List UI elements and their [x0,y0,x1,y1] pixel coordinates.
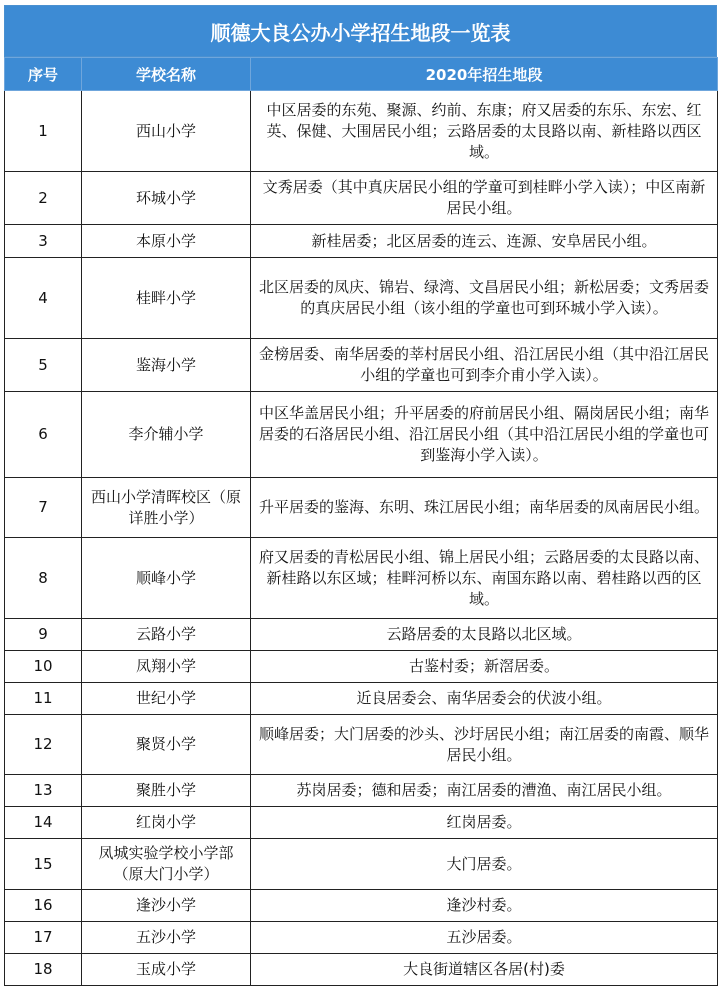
school-name: 世纪小学 [82,683,251,715]
header-no: 序号 [5,58,82,91]
table-row [5,922,718,954]
table-row [5,683,718,715]
row-number: 18 [5,954,82,986]
row-number: 14 [5,807,82,839]
row-number: 8 [5,538,82,619]
school-name: 凤城实验学校小学部（原大门小学） [82,839,251,890]
header-school: 学校名称 [82,58,251,91]
row-number: 11 [5,683,82,715]
row-number: 15 [5,839,82,890]
admission-table-sheet [4,5,717,986]
table-body [5,91,718,986]
admission-area: 五沙居委。 [251,922,718,954]
admission-area: 逢沙村委。 [251,890,718,922]
admission-area: 近良居委会、南华居委会的伏波小组。 [251,683,718,715]
table-row [5,538,718,619]
school-name: 云路小学 [82,619,251,651]
school-name: 西山小学清晖校区（原详胜小学） [82,478,251,538]
table-row [5,172,718,225]
admission-area: 古鉴村委；新滘居委。 [251,651,718,683]
row-number: 12 [5,715,82,775]
row-number: 16 [5,890,82,922]
row-number: 9 [5,619,82,651]
school-name: 顺峰小学 [82,538,251,619]
school-name: 环城小学 [82,172,251,225]
admission-area: 大良街道辖区各居(村)委 [251,954,718,986]
admission-area: 大门居委。 [251,839,718,890]
school-name: 红岗小学 [82,807,251,839]
school-name: 本原小学 [82,225,251,258]
table-row [5,225,718,258]
row-number: 1 [5,91,82,172]
admission-area: 苏岗居委；德和居委；南江居委的漕渔、南江居民小组。 [251,775,718,807]
admission-area: 中区华盖居民小组；升平居委的府前居民小组、隔岗居民小组；南华居委的石洛居民小组、沿江居民小组（其中沿江居民小组的学童也可到鉴海小学入读）。 [251,392,718,478]
school-name: 西山小学 [82,91,251,172]
header-row [5,58,718,91]
admission-area: 府又居委的青松居民小组、锦上居民小组；云路居委的太艮路以南、新桂路以东区域；桂畔河桥以东、南国东路以南、碧桂路以西的区域。 [251,538,718,619]
row-number: 7 [5,478,82,538]
school-name: 五沙小学 [82,922,251,954]
school-name: 玉成小学 [82,954,251,986]
row-number: 10 [5,651,82,683]
table-row [5,890,718,922]
admission-area: 升平居委的鉴海、东明、珠江居民小组；南华居委的凤南居民小组。 [251,478,718,538]
table-row [5,619,718,651]
row-number: 4 [5,258,82,339]
admission-area: 中区居委的东苑、聚源、约前、东康；府又居委的东乐、东宏、红英、保健、大围居民小组；云路居委的太艮路以南、新桂路以西区域。 [251,91,718,172]
row-number: 5 [5,339,82,392]
admission-area: 云路居委的太艮路以北区域。 [251,619,718,651]
school-name: 逢沙小学 [82,890,251,922]
table-row [5,807,718,839]
row-number: 13 [5,775,82,807]
school-name: 凤翔小学 [82,651,251,683]
row-number: 17 [5,922,82,954]
table-row [5,478,718,538]
table-row [5,954,718,986]
admission-area: 新桂居委；北区居委的连云、连源、安阜居民小组。 [251,225,718,258]
table-row [5,392,718,478]
header-area: 2020年招生地段 [251,58,718,91]
table-row [5,258,718,339]
admission-area: 红岗居委。 [251,807,718,839]
table-row [5,651,718,683]
table-row [5,775,718,807]
school-name: 聚贤小学 [82,715,251,775]
school-name: 桂畔小学 [82,258,251,339]
row-number: 6 [5,392,82,478]
school-name: 李介辅小学 [82,392,251,478]
table-row [5,839,718,890]
row-number: 2 [5,172,82,225]
table-row [5,91,718,172]
admission-area: 金榜居委、南华居委的莘村居民小组、沿江居民小组（其中沿江居民小组的学童也可到李介甫小学入读）。 [251,339,718,392]
admission-area: 北区居委的凤庆、锦岩、绿湾、文昌居民小组；新松居委；文秀居委的真庆居民小组（该小组的学童也可到环城小学入读）。 [251,258,718,339]
admission-table [4,57,718,986]
table-title: 顺德大良公办小学招生地段一览表 [4,5,717,57]
admission-area: 文秀居委（其中真庆居民小组的学童可到桂畔小学入读）；中区南新居民小组。 [251,172,718,225]
table-row [5,339,718,392]
school-name: 聚胜小学 [82,775,251,807]
row-number: 3 [5,225,82,258]
table-row [5,715,718,775]
admission-area: 顺峰居委；大门居委的沙头、沙圩居民小组；南江居委的南霞、顺华居民小组。 [251,715,718,775]
school-name: 鉴海小学 [82,339,251,392]
